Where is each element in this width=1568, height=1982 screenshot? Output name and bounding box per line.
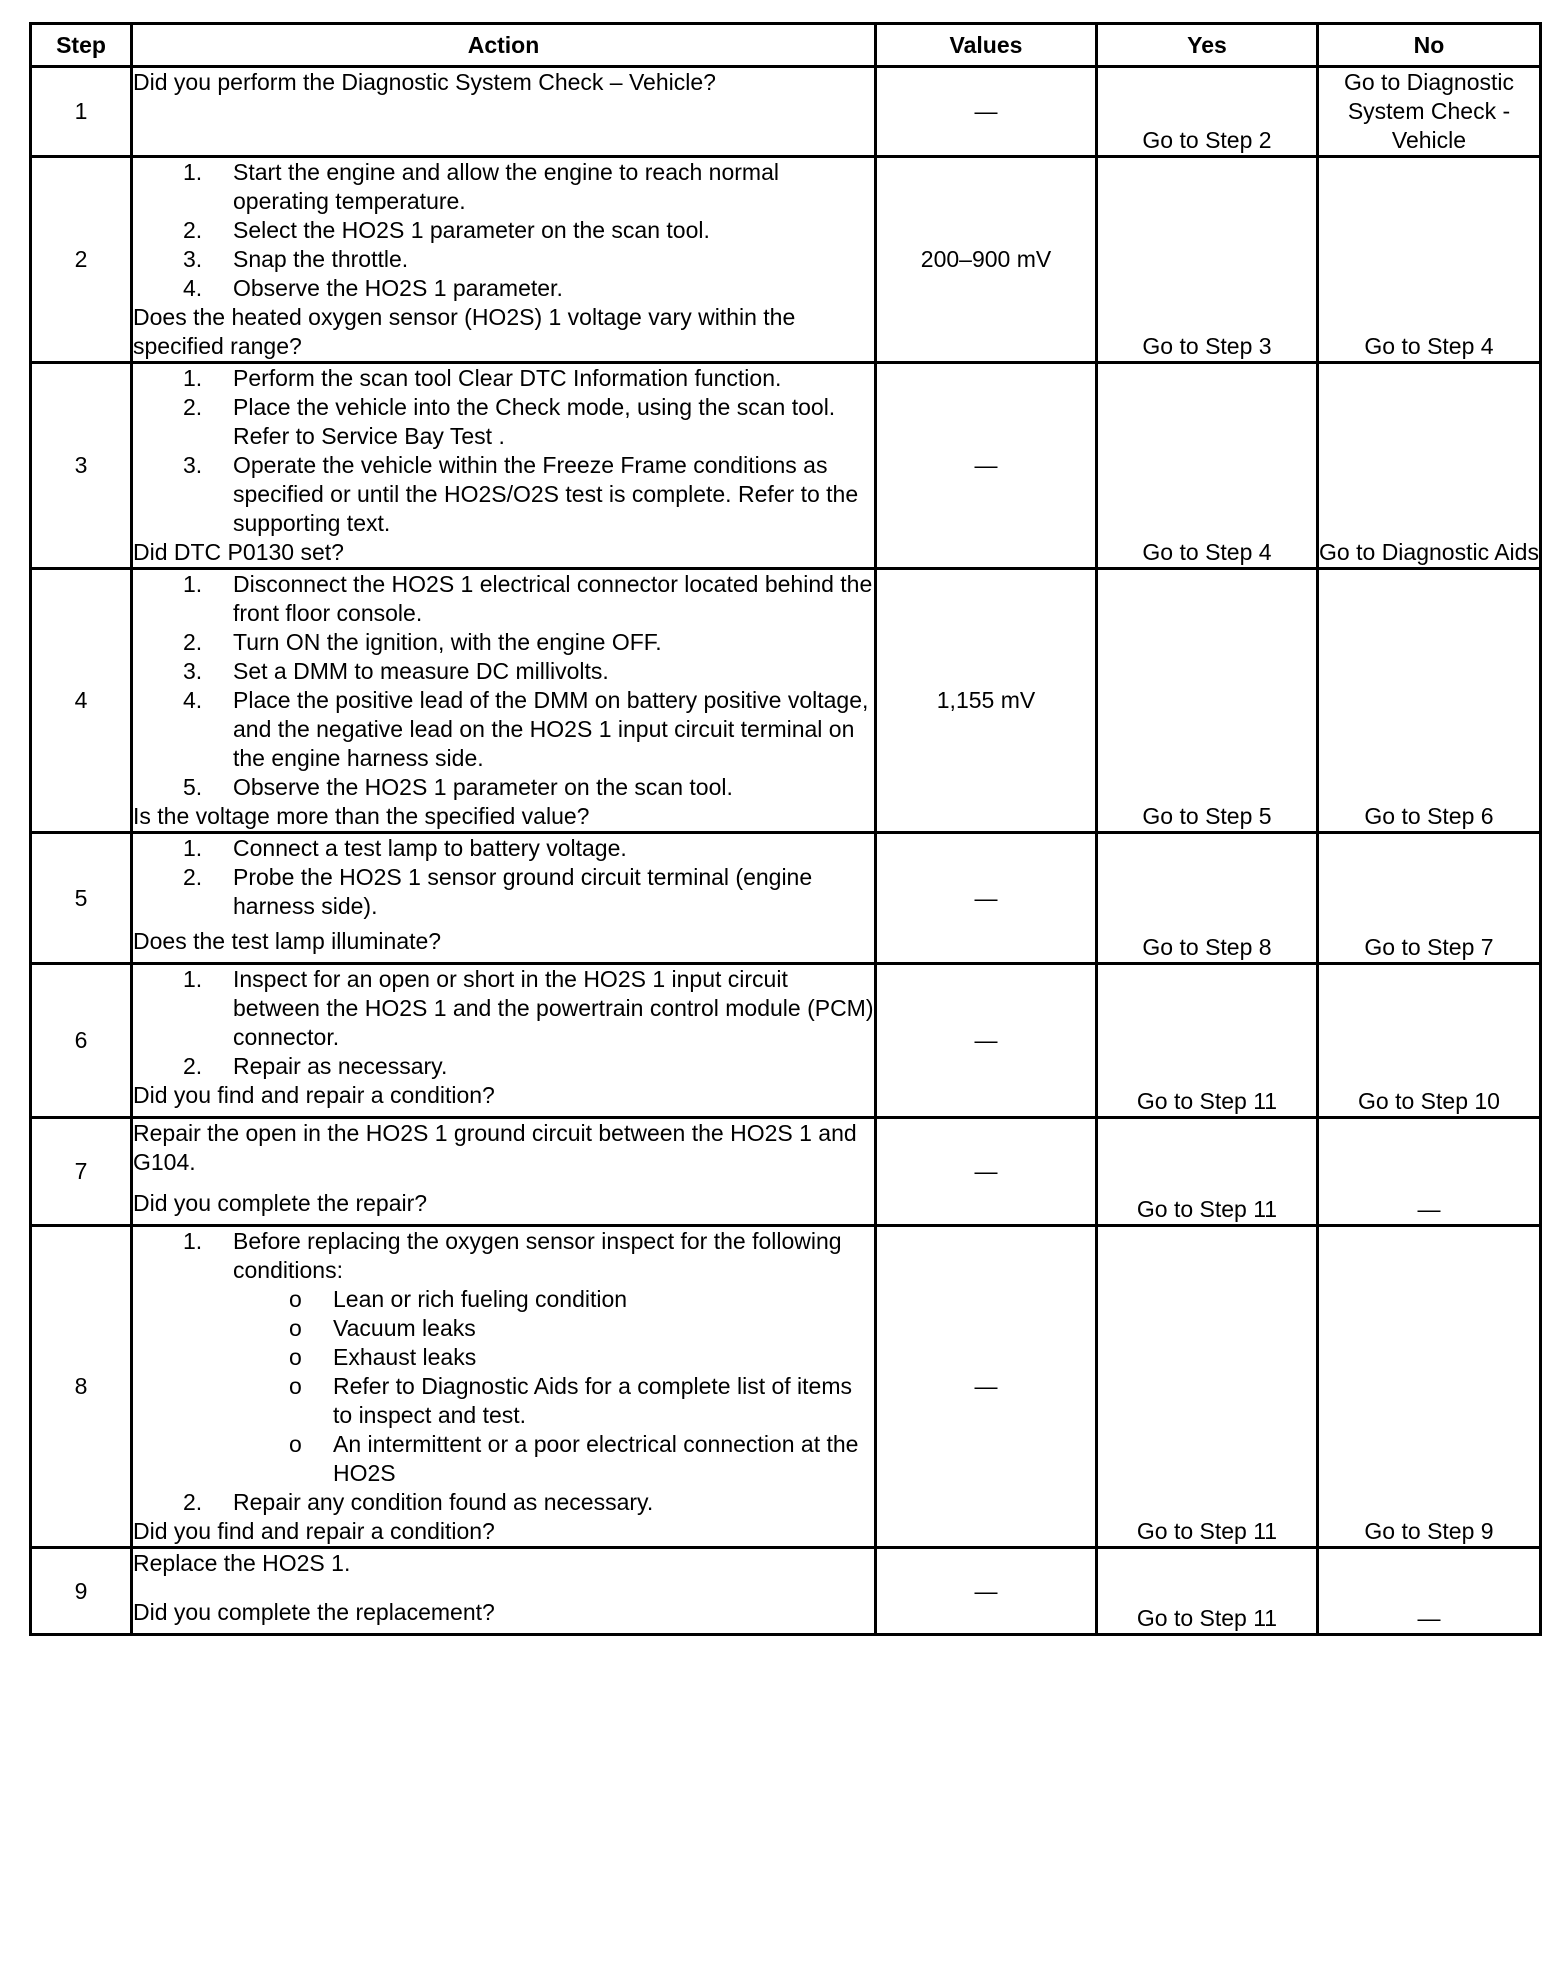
step-item-text: Select the HO2S 1 parameter on the scan tool.: [233, 217, 710, 243]
step-item-number: 3.: [183, 246, 203, 272]
action-step-item: [133, 657, 874, 686]
action-step-item: [133, 686, 874, 773]
action-step-item: [133, 274, 874, 303]
step-number: 6: [31, 964, 132, 1118]
action-question: Does the heated oxygen sensor (HO2S) 1 voltage vary within the specified range?: [133, 304, 796, 359]
action-cell: [132, 833, 876, 964]
yes-cell: [1097, 1118, 1318, 1226]
action-question: Did DTC P0130 set?: [133, 539, 344, 565]
step-item-number: 1.: [183, 571, 203, 597]
step-item-number: 1.: [183, 1228, 203, 1254]
table-row: [31, 833, 1541, 964]
action-content: [133, 1549, 874, 1627]
no-goto-link[interactable]: Go to Step 6: [1364, 803, 1494, 829]
no-goto-link: —: [1417, 1605, 1441, 1631]
action-step-item: [133, 158, 874, 216]
yes-cell: [1097, 964, 1318, 1118]
step-number: 9: [31, 1548, 132, 1635]
table-row: [31, 157, 1541, 363]
step-item-text: Inspect for an open or short in the HO2S 1 input circuit between the HO2S 1 and the powertrain control module (PCM) connector.: [233, 966, 874, 1050]
yes-goto-link[interactable]: Go to Step 8: [1142, 934, 1272, 960]
no-goto-link[interactable]: Go to Step 7: [1364, 934, 1494, 960]
bullet-marker: o: [289, 1286, 302, 1312]
step-item-text: Place the vehicle into the Check mode, using the scan tool. Refer to Service Bay Test .: [233, 394, 836, 449]
yes-goto-link[interactable]: Go to Step 11: [1136, 1088, 1278, 1114]
action-content: [133, 68, 874, 136]
action-cell: [132, 157, 876, 363]
header-row: [31, 24, 1541, 67]
step-item-text: Place the positive lead of the DMM on battery positive voltage, and the negative lead on the HO2S 1 input circuit terminal on the engine harness side.: [233, 687, 869, 771]
action-body: [133, 965, 874, 1081]
action-body: [133, 1227, 874, 1517]
action-intro: Replace the HO2S 1.: [133, 1550, 351, 1576]
step-item-number: 3.: [183, 452, 203, 478]
condition-item: [233, 1372, 874, 1430]
bullet-marker: o: [289, 1344, 302, 1370]
table-row: [31, 1548, 1541, 1635]
action-body: [133, 834, 874, 921]
step-item-text: Start the engine and allow the engine to reach normal operating temperature.: [233, 159, 779, 214]
condition-text: Lean or rich fueling condition: [333, 1286, 628, 1312]
yes-goto-link[interactable]: Go to Step 5: [1142, 803, 1272, 829]
no-cell: [1318, 833, 1541, 964]
action-intro: Did you perform the Diagnostic System Check – Vehicle?: [133, 69, 716, 95]
action-step-item: [133, 364, 874, 393]
step-item-text: Operate the vehicle within the Freeze Frame conditions as specified or until the HO2S/O2S test is complete. Refer to the supporting text.: [233, 452, 859, 536]
action-cell: [132, 964, 876, 1118]
action-step-item: [133, 628, 874, 657]
step-item-text: Before replacing the oxygen sensor inspect for the following conditions:: [233, 1228, 842, 1283]
action-question: Did you complete the replacement?: [133, 1599, 495, 1625]
no-cell: [1318, 1118, 1541, 1226]
no-cell: [1318, 157, 1541, 363]
step-item-number: 2.: [183, 1489, 203, 1515]
action-step-item: [133, 570, 874, 628]
no-goto-link[interactable]: Go to Step 9: [1364, 1518, 1494, 1544]
header-values: Values: [876, 24, 1097, 67]
yes-cell: [1097, 363, 1318, 569]
header-action: Action: [132, 24, 876, 67]
step-number: 3: [31, 363, 132, 569]
action-steps: [133, 834, 874, 921]
bullet-marker: o: [289, 1373, 302, 1399]
step-item-text: Perform the scan tool Clear DTC Information function.: [233, 365, 782, 391]
step-item-text: Repair any condition found as necessary.: [233, 1489, 654, 1515]
condition-item: [233, 1430, 874, 1488]
action-step-item: [133, 834, 874, 863]
action-cell: [132, 1548, 876, 1635]
action-question: Did you complete the repair?: [133, 1190, 428, 1216]
step-number: 1: [31, 67, 132, 157]
yes-goto-link[interactable]: Go to Step 3: [1142, 333, 1272, 359]
step-number: 8: [31, 1226, 132, 1548]
table-row: [31, 569, 1541, 833]
condition-item: [233, 1343, 874, 1372]
action-cell: [132, 1226, 876, 1548]
yes-goto-link[interactable]: Go to Step 4: [1142, 539, 1272, 565]
no-cell: [1318, 569, 1541, 833]
step-item-number: 5.: [183, 774, 203, 800]
action-content: [133, 965, 874, 1110]
step-item-number: 2.: [183, 629, 203, 655]
table-row: [31, 67, 1541, 157]
values-cell: —: [876, 964, 1097, 1118]
no-cell: [1318, 363, 1541, 569]
table-row: [31, 1118, 1541, 1226]
action-body: [133, 158, 874, 303]
yes-cell: [1097, 833, 1318, 964]
header-yes: Yes: [1097, 24, 1318, 67]
no-cell: [1318, 964, 1541, 1118]
condition-text: An intermittent or a poor electrical connection at the HO2S: [333, 1431, 859, 1486]
action-content: [133, 1227, 874, 1546]
step-item-text: Repair as necessary.: [233, 1053, 448, 1079]
action-content: [133, 1119, 874, 1218]
bullet-marker: o: [289, 1315, 302, 1341]
step-item-text: Observe the HO2S 1 parameter.: [233, 275, 563, 301]
no-goto-link[interactable]: Go to Diagnostic Aids: [1319, 539, 1539, 565]
action-cell: [132, 1118, 876, 1226]
condition-item: [233, 1314, 874, 1343]
no-goto-link: —: [1417, 1196, 1441, 1222]
yes-goto-link[interactable]: Go to Step 11: [1136, 1518, 1278, 1544]
table-row: [31, 363, 1541, 569]
action-content: [133, 570, 874, 831]
step-item-number: 2.: [183, 1053, 203, 1079]
action-step-item: [133, 773, 874, 802]
yes-cell: [1097, 569, 1318, 833]
step-item-text: Observe the HO2S 1 parameter on the scan tool.: [233, 774, 733, 800]
step-item-text: Set a DMM to measure DC millivolts.: [233, 658, 609, 684]
action-step-item: [133, 1052, 874, 1081]
action-question: Is the voltage more than the specified value?: [133, 803, 590, 829]
step-item-number: 2.: [183, 864, 203, 890]
action-step-item: [133, 451, 874, 538]
action-cell: [132, 363, 876, 569]
action-intro: Repair the open in the HO2S 1 ground circuit between the HO2S 1 and G104.: [133, 1120, 857, 1175]
values-cell: —: [876, 833, 1097, 964]
yes-cell: [1097, 157, 1318, 363]
action-steps: [133, 570, 874, 802]
step-item-number: 2.: [183, 217, 203, 243]
table-body: [31, 67, 1541, 1635]
values-cell: 200–900 mV: [876, 157, 1097, 363]
action-steps: [133, 364, 874, 538]
yes-goto-link[interactable]: Go to Step 2: [1142, 127, 1272, 153]
action-body: [133, 364, 874, 538]
step-item-number: 2.: [183, 394, 203, 420]
step-number: 4: [31, 569, 132, 833]
action-body: [133, 68, 874, 97]
action-question: Does the test lamp illuminate?: [133, 928, 442, 954]
yes-cell: [1097, 67, 1318, 157]
condition-text: Refer to Diagnostic Aids for a complete list of items to inspect and test.: [333, 1373, 852, 1428]
bullet-marker: o: [289, 1431, 302, 1457]
no-cell: [1318, 1548, 1541, 1635]
step-item-text: Disconnect the HO2S 1 electrical connector located behind the front floor console.: [233, 571, 873, 626]
step-item-number: 3.: [183, 658, 203, 684]
yes-cell: [1097, 1548, 1318, 1635]
action-body: [133, 570, 874, 802]
yes-goto-link[interactable]: Go to Step 11: [1136, 1605, 1278, 1631]
header-step: Step: [31, 24, 132, 67]
action-step-item: [133, 245, 874, 274]
action-question: Did you find and repair a condition?: [133, 1082, 495, 1108]
action-steps: [133, 1227, 874, 1517]
action-step-item: [133, 393, 874, 451]
values-cell: 1,155 mV: [876, 569, 1097, 833]
no-goto-link[interactable]: Go to Diagnostic System Check - Vehicle: [1343, 69, 1515, 153]
no-goto-link[interactable]: Go to Step 4: [1364, 333, 1494, 359]
action-content: [133, 158, 874, 361]
condition-text: Vacuum leaks: [333, 1315, 476, 1341]
header-no: No: [1318, 24, 1541, 67]
action-steps: [133, 158, 874, 303]
step-item-text: Snap the throttle.: [233, 246, 409, 272]
no-cell: [1318, 67, 1541, 157]
action-content: [133, 834, 874, 956]
action-content: [133, 364, 874, 567]
step-item-number: 1.: [183, 365, 203, 391]
action-step-item: [133, 965, 874, 1052]
no-goto-link[interactable]: Go to Step 10: [1358, 1088, 1500, 1114]
no-cell: [1318, 1226, 1541, 1548]
condition-list: [233, 1285, 874, 1488]
action-body: [133, 1119, 874, 1177]
action-step-item: [133, 1227, 874, 1488]
condition-text: Exhaust leaks: [333, 1344, 477, 1370]
table-row: [31, 1226, 1541, 1548]
values-cell: —: [876, 67, 1097, 157]
action-cell: [132, 67, 876, 157]
action-step-item: [133, 863, 874, 921]
action-step-item: [133, 1488, 874, 1517]
step-item-text: Turn ON the ignition, with the engine OFF.: [233, 629, 662, 655]
condition-item: [233, 1285, 874, 1314]
yes-cell: [1097, 1226, 1318, 1548]
table-row: [31, 964, 1541, 1118]
step-item-text: Probe the HO2S 1 sensor ground circuit terminal (engine harness side).: [233, 864, 813, 919]
values-cell: —: [876, 1226, 1097, 1548]
step-number: 7: [31, 1118, 132, 1226]
step-item-text: Connect a test lamp to battery voltage.: [233, 835, 627, 861]
diagnostic-table: [29, 22, 1542, 1636]
step-number: 5: [31, 833, 132, 964]
action-cell: [132, 569, 876, 833]
step-item-number: 1.: [183, 966, 203, 992]
action-question: Did you find and repair a condition?: [133, 1518, 495, 1544]
step-item-number: 1.: [183, 835, 203, 861]
values-cell: —: [876, 363, 1097, 569]
step-item-number: 4.: [183, 275, 203, 301]
action-step-item: [133, 216, 874, 245]
step-item-number: 4.: [183, 687, 203, 713]
values-cell: —: [876, 1548, 1097, 1635]
yes-goto-link[interactable]: Go to Step 11: [1136, 1196, 1278, 1222]
action-body: [133, 1549, 874, 1578]
action-steps: [133, 965, 874, 1081]
step-number: 2: [31, 157, 132, 363]
values-cell: —: [876, 1118, 1097, 1226]
step-item-number: 1.: [183, 159, 203, 185]
